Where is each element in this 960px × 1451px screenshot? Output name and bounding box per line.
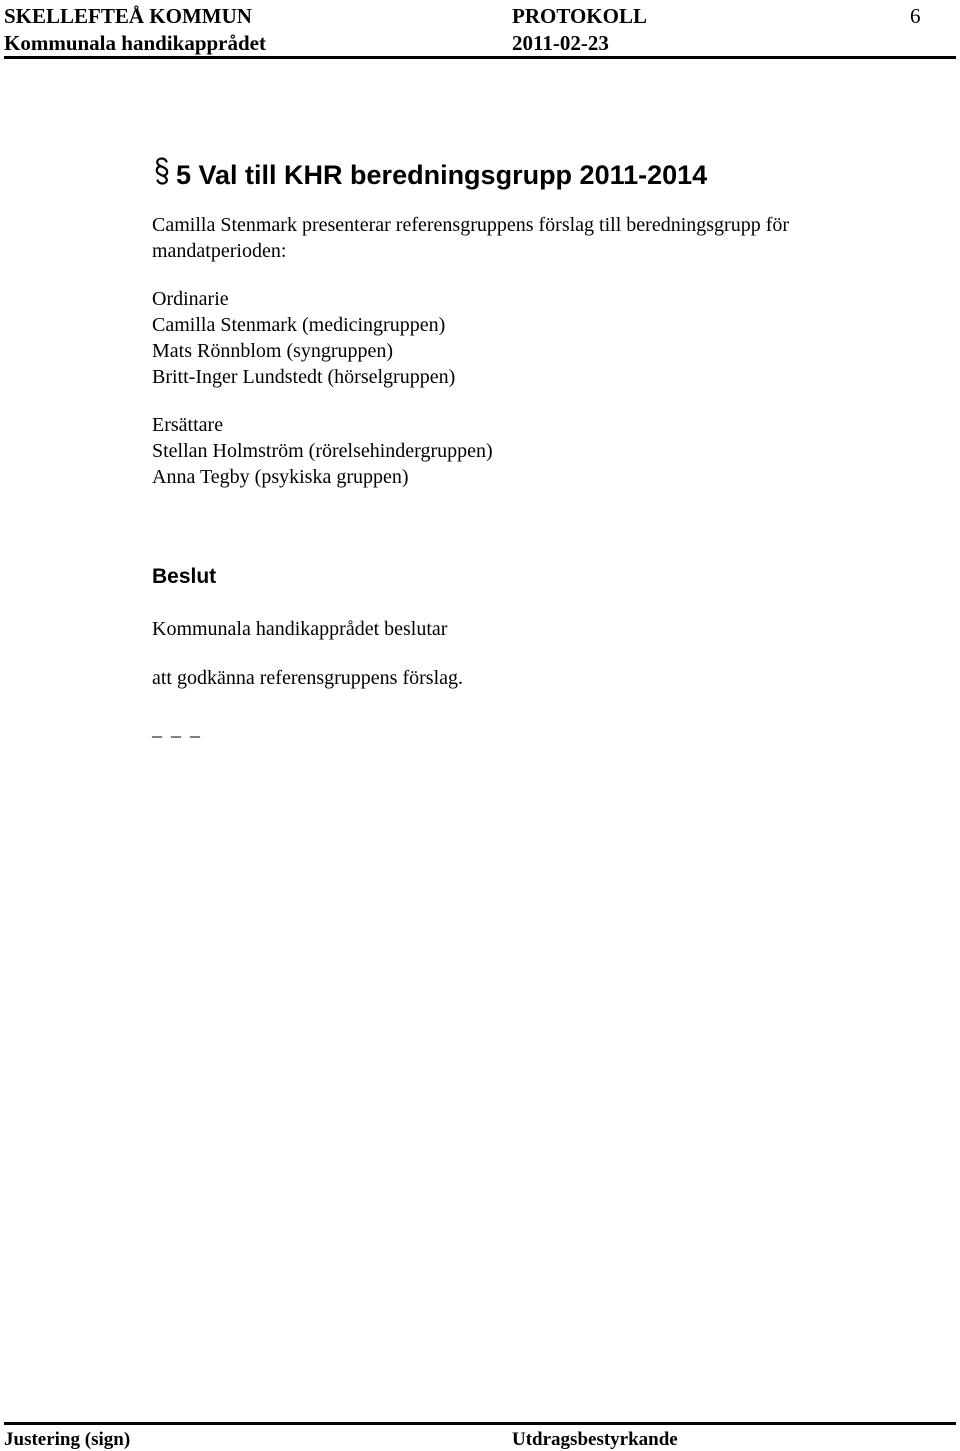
section-sign-icon [152,156,174,193]
decision-statement: Kommunala handikapprådet beslutar [152,618,448,640]
list-item: Anna Tegby (psykiska gruppen) [152,466,409,488]
footer-divider [4,1422,956,1425]
beslut-heading: Beslut [152,565,217,588]
section-title: 5 Val till KHR beredningsgrupp 2011-2014 [176,159,708,190]
section-heading [152,156,707,193]
decision-text: att godkänna referensgruppens förslag. [152,667,463,689]
ersattare-label: Ersättare [152,414,224,436]
list-item: Mats Rönnblom (syngruppen) [152,340,394,362]
document-type: PROTOKOLL [512,4,647,28]
page-number: 6 [910,4,921,28]
footer-utdragsbestyrkande: Utdragsbestyrkande [512,1429,678,1450]
meeting-date: 2011-02-23 [512,31,609,55]
list-item: Britt-Inger Lundstedt (hörselgruppen) [152,366,456,388]
footer-justering: Justering (sign) [4,1429,131,1450]
list-item: Stellan Holmström (rörelsehindergruppen) [152,440,493,462]
intro-paragraph: Camilla Stenmark presenterar referensgruppens förslag till beredningsgrupp för mandatperioden: [152,214,790,262]
ordinarie-list [152,312,455,390]
ersattare-list [152,438,493,490]
list-item: Camilla Stenmark (medicingruppen) [152,314,446,336]
ordinarie-label: Ordinarie [152,288,229,310]
organization-name: SKELLEFTEÅ KOMMUN [4,4,252,28]
header-divider [4,56,956,59]
department-name: Kommunala handikapprådet [4,31,266,55]
section-end-marker: _ _ _ [152,718,202,740]
